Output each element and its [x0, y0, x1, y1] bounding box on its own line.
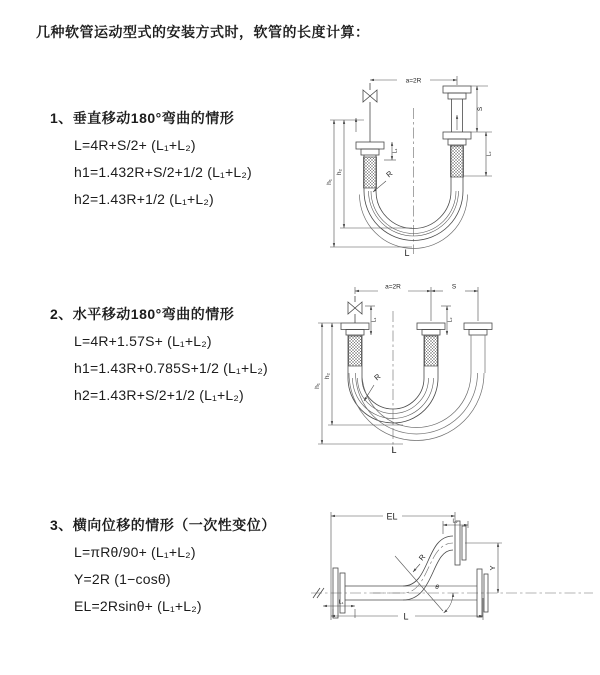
section2-formula-L: L=4R+1.57S+ (L₁+L₂)	[74, 333, 212, 349]
svg-text:a=2R: a=2R	[405, 77, 422, 85]
dim-span-top	[355, 284, 478, 322]
braided-hose-section	[451, 146, 464, 177]
dim-Y	[465, 543, 502, 593]
svg-text:θ: θ	[435, 584, 439, 591]
right-flange	[464, 323, 492, 335]
radius-callout	[364, 372, 383, 401]
diagram-lateral-displacement	[303, 498, 600, 663]
svg-text:S: S	[451, 283, 457, 291]
svg-text:L₁: L₁	[338, 599, 344, 606]
svg-text:L₂: L₂	[447, 317, 454, 323]
svg-text:R: R	[384, 168, 395, 180]
section1-heading: 1、垂直移动180°弯曲的情形	[50, 110, 235, 126]
section3-formula-L: L=πRθ/90+ (L₁+L₂)	[74, 544, 196, 560]
angle-theta	[395, 556, 453, 613]
dim-L1	[384, 142, 399, 160]
left-flange	[341, 323, 369, 335]
svg-text:h₂: h₂	[336, 168, 343, 176]
braided-hose-section	[364, 157, 377, 188]
dim-L1	[365, 306, 378, 335]
section3-formula-EL: EL=2Rsinθ+ (L₁+L₂)	[74, 598, 202, 614]
section1-formula-h1: h1=1.432R+S/2+1/2 (L₁+L₂)	[74, 164, 252, 180]
dim-L1	[323, 600, 355, 619]
length-label: L	[404, 248, 410, 258]
svg-text:a=2R: a=2R	[385, 283, 401, 291]
braided-hose-section	[349, 336, 362, 366]
svg-text:L₁: L₁	[371, 317, 378, 323]
section2-formula-h1: h1=1.43R+0.785S+1/2 (L₁+L₂)	[74, 360, 268, 376]
section3-heading: 3、横向位移的情形（一次性变位）	[50, 517, 276, 533]
svg-text:h₁: h₁	[314, 383, 321, 389]
dim-stroke-S	[431, 284, 478, 292]
radius-callout	[413, 552, 428, 572]
svg-text:h₁: h₁	[326, 179, 333, 185]
dim-stroke-S	[471, 86, 492, 132]
right-flange-lower	[443, 132, 471, 145]
svg-text:S: S	[477, 106, 484, 112]
hose-s-curve	[373, 536, 453, 600]
section1-formula-L: L=4R+S/2+ (L₁+L₂)	[74, 137, 196, 153]
svg-text:R: R	[372, 371, 383, 383]
left-flange	[356, 142, 384, 155]
section3-formula-Y: Y=2R (1−cosθ)	[74, 571, 171, 587]
diagram-horizontal-180-bend	[308, 278, 600, 460]
valve-icon	[363, 83, 377, 142]
valve-icon	[348, 296, 362, 323]
dim-L	[331, 598, 483, 622]
dim-span-top	[370, 76, 457, 85]
section1-formula-h2: h2=1.43R+1/2 (L₁+L₂)	[74, 191, 214, 207]
svg-text:h₂: h₂	[324, 372, 331, 380]
svg-text:R: R	[416, 552, 428, 563]
svg-text:L₂: L₂	[452, 518, 458, 525]
right-flange-upper	[443, 86, 471, 99]
braided-hose-section	[425, 336, 438, 366]
page-title: 几种软管运动型式的安装方式时，软管的长度计算：	[36, 24, 370, 40]
diagram-vertical-180-bend	[312, 70, 592, 262]
svg-text:Y: Y	[488, 565, 497, 571]
length-label: L	[391, 445, 397, 455]
svg-text:L₁: L₁	[392, 148, 399, 154]
hose-swept-position	[349, 373, 484, 441]
svg-text:L: L	[403, 611, 409, 622]
svg-text:L₂: L₂	[486, 151, 493, 157]
svg-text:EL: EL	[386, 511, 398, 522]
section2-heading: 2、水平移动180°弯曲的情形	[50, 306, 235, 322]
section2-formula-h2: h2=1.43R+S/2+1/2 (L₁+L₂)	[74, 387, 244, 403]
dim-L2	[441, 306, 454, 335]
dim-h2	[324, 323, 403, 425]
middle-flange	[417, 323, 445, 335]
upper-flange	[455, 521, 466, 565]
